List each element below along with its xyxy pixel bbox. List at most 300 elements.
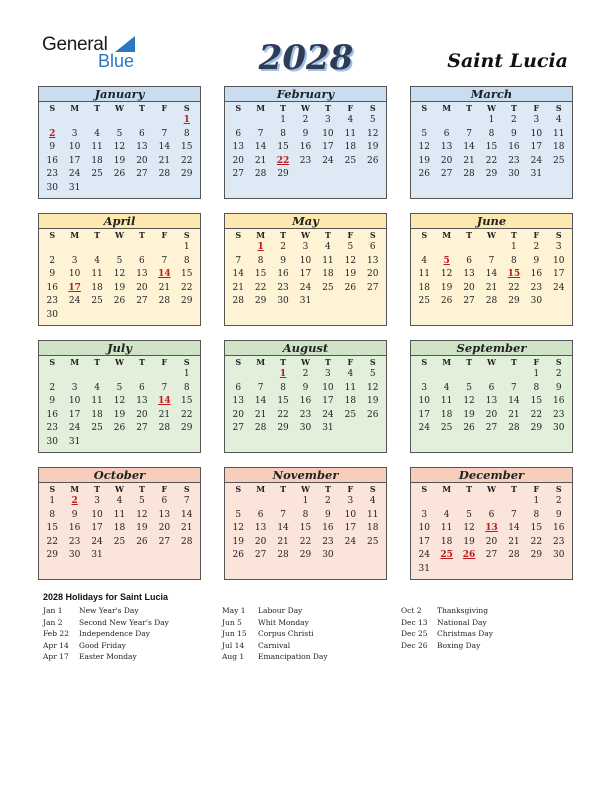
day-cell: 13 [440,142,453,153]
day-cell: 22 [299,536,312,547]
holiday-day-cell: 22 [276,155,290,166]
empty-cell [413,241,435,255]
day-cell: 6 [466,255,472,266]
empty-cell [41,241,63,255]
day-cell: 27 [158,536,171,547]
holiday-date: Dec 13 [401,617,428,627]
day-cell: 29 [181,423,193,434]
day-cell: 17 [68,409,81,420]
weekday-label: W [301,230,310,240]
holiday-row [43,628,169,640]
day-cell: 19 [113,155,126,166]
day-cell: 20 [485,409,498,420]
day-cell: 13 [463,269,475,280]
weekday-label: T [466,484,473,494]
day-cell: 18 [91,282,103,293]
day-cell: 16 [46,282,58,293]
weekday-label: M [70,103,80,113]
weekday-label: F [347,103,354,113]
day-cell: 19 [367,142,379,153]
day-cell: 24 [68,169,81,180]
month-title: March [411,87,572,102]
day-cell: 25 [344,409,357,420]
empty-cell [249,495,271,509]
day-cell: 20 [232,155,244,166]
day-cell: 29 [277,169,289,180]
day-cell: 8 [533,382,540,393]
day-cell: 16 [277,269,289,280]
day-cell: 18 [91,155,103,166]
weekday-label: T [510,230,517,240]
day-cell: 8 [183,382,190,393]
day-cell: 20 [158,523,171,534]
weekday-label: W [487,357,496,367]
holiday-day-cell: 17 [68,282,81,293]
day-cell: 20 [485,536,498,547]
weekday-label: S [235,103,242,113]
day-cell: 16 [46,155,58,166]
month-title: January [39,87,200,102]
day-cell: 3 [325,369,331,379]
weekday-label: T [466,230,473,240]
weekday-label: F [533,357,540,367]
day-cell: 25 [418,296,430,307]
holiday-date: Dec 26 [401,640,428,650]
weekday-label: T [510,103,517,113]
day-cell: 27 [367,282,379,293]
empty-cell [503,368,525,382]
day-cell: 24 [68,296,81,307]
day-cell: 10 [322,382,334,393]
day-cell: 23 [299,409,312,420]
holiday-date: Jul 14 [222,640,245,650]
day-cell: 25 [440,423,453,434]
weekday-label: S [183,484,190,494]
day-cell: 12 [113,269,126,280]
day-cell: 26 [136,536,148,547]
weekday-label: M [442,357,452,367]
weekday-label: F [161,230,168,240]
weekday-label: T [466,357,473,367]
day-cell: 19 [463,409,475,420]
holiday-row [43,640,169,652]
weekday-label: T [324,357,331,367]
day-cell: 27 [254,550,267,561]
day-cell: 10 [418,523,430,534]
day-cell: 20 [254,536,267,547]
day-cell: 13 [232,396,244,407]
empty-cell [153,368,175,382]
day-cell: 1 [183,242,190,252]
country-title: Saint Lucia [447,50,568,72]
month-grid [225,229,386,310]
day-cell: 21 [232,282,244,293]
day-cell: 6 [161,496,168,506]
month-title: November [225,468,386,483]
month-title: July [39,341,200,356]
day-cell: 19 [418,155,430,166]
empty-cell [227,241,249,255]
day-cell: 6 [139,255,145,266]
day-cell: 2 [555,496,562,506]
day-cell: 9 [49,269,56,280]
day-cell: 28 [158,169,171,180]
day-cell: 1 [488,115,495,125]
empty-cell [413,368,435,382]
day-cell: 24 [322,409,334,420]
day-cell: 12 [232,523,244,534]
empty-cell [63,114,85,128]
day-cell: 12 [367,128,379,139]
holiday-date: Feb 22 [43,629,69,639]
day-cell: 13 [136,269,148,280]
weekday-label: T [94,484,101,494]
day-cell: 27 [232,423,244,434]
weekday-label: S [49,230,56,240]
weekday-label: T [324,103,331,113]
day-cell: 12 [367,382,379,393]
day-cell: 14 [277,523,289,534]
holiday-day-cell: 15 [507,269,521,280]
weekday-label: S [235,230,242,240]
day-cell: 11 [91,269,103,280]
holiday-date: Apr 17 [43,652,69,662]
weekday-label: M [442,103,452,113]
day-cell: 29 [181,296,193,307]
day-cell: 18 [344,396,357,407]
holiday-name: Boxing Day [437,640,481,650]
day-cell: 14 [158,142,171,153]
day-cell: 3 [325,115,331,125]
logo-blue-text: Blue [98,51,135,71]
weekday-label: T [280,230,287,240]
empty-cell [458,495,480,509]
day-cell: 10 [530,128,543,139]
day-cell: 5 [139,496,145,506]
day-cell: 27 [485,550,498,561]
day-cell: 4 [555,115,562,125]
day-cell: 7 [466,128,472,139]
weekday-label: T [138,230,145,240]
day-cell: 23 [322,536,334,547]
day-cell: 30 [46,436,58,447]
day-cell: 1 [280,115,286,125]
day-cell: 28 [485,296,498,307]
day-cell: 3 [421,509,428,520]
day-cell: 19 [440,282,453,293]
month-july [38,340,201,453]
weekday-label: W [487,103,496,113]
day-cell: 29 [508,296,520,307]
day-cell: 2 [555,369,562,379]
day-cell: 17 [344,523,357,534]
day-cell: 4 [369,496,376,506]
day-cell: 7 [161,382,168,393]
weekday-label: F [161,484,168,494]
day-cell: 6 [235,128,242,139]
weekday-label: T [324,230,331,240]
day-cell: 30 [277,296,289,307]
weekday-label: S [555,230,562,240]
day-cell: 18 [440,536,453,547]
day-cell: 24 [418,423,430,434]
day-cell: 26 [113,296,126,307]
day-cell: 15 [254,269,267,280]
weekday-label: M [442,230,452,240]
day-cell: 26 [113,169,126,180]
day-cell: 8 [302,509,309,520]
month-grid [411,102,572,183]
day-cell: 3 [347,496,354,506]
day-cell: 28 [463,169,475,180]
day-cell: 16 [553,396,565,407]
holiday-day-cell: 1 [257,242,264,252]
day-cell: 28 [508,550,520,561]
day-cell: 1 [183,369,190,379]
holiday-row [222,617,328,629]
day-cell: 31 [322,423,334,434]
day-cell: 19 [232,536,244,547]
holiday-day-cell: 14 [158,269,171,280]
holiday-name: Independence Day [79,629,150,639]
weekday-label: W [115,230,124,240]
empty-cell [227,114,249,128]
day-cell: 6 [488,509,495,520]
weekday-label: T [466,103,473,113]
day-cell: 7 [511,382,517,393]
day-cell: 23 [68,536,81,547]
day-cell: 8 [183,128,190,139]
weekday-label: M [70,230,80,240]
holiday-name: Emancipation Day [258,652,328,662]
day-cell: 17 [418,536,430,547]
month-grid [39,102,200,197]
day-cell: 15 [299,523,312,534]
empty-cell [41,368,63,382]
day-cell: 9 [555,382,562,393]
day-cell: 23 [277,282,289,293]
weekday-label: M [256,230,266,240]
holiday-row [43,617,169,629]
month-june [410,213,573,326]
day-cell: 3 [555,242,562,252]
weekday-label: W [301,357,310,367]
month-title: February [225,87,386,102]
weekday-label: S [49,103,56,113]
day-cell: 12 [136,509,148,520]
holiday-date: Jan 1 [43,606,63,615]
day-cell: 24 [68,423,81,434]
weekday-label: F [347,484,354,494]
day-cell: 17 [553,269,565,280]
holiday-name: National Day [437,617,487,627]
month-grid [39,229,200,324]
day-cell: 16 [530,269,543,280]
day-cell: 21 [254,155,267,166]
day-cell: 9 [49,142,56,153]
day-cell: 18 [367,523,379,534]
day-cell: 5 [369,115,376,125]
day-cell: 28 [508,423,520,434]
holiday-day-cell: 25 [440,550,453,561]
day-cell: 27 [232,169,244,180]
day-cell: 28 [232,296,244,307]
day-cell: 18 [322,269,334,280]
weekday-label: T [94,357,101,367]
day-cell: 4 [421,255,428,266]
day-cell: 13 [232,142,244,153]
empty-cell [480,368,502,382]
empty-cell [131,241,153,255]
weekday-label: S [421,484,428,494]
day-cell: 11 [91,396,103,407]
day-cell: 18 [344,142,357,153]
holiday-name: Thanksgiving [437,606,488,615]
day-cell: 22 [508,282,520,293]
day-cell: 15 [46,523,58,534]
day-cell: 29 [530,423,543,434]
empty-cell [108,114,130,128]
day-cell: 14 [485,269,498,280]
day-cell: 15 [530,523,543,534]
weekday-label: T [280,103,287,113]
day-cell: 2 [533,242,540,252]
day-cell: 15 [485,142,498,153]
day-cell: 15 [181,142,193,153]
empty-cell [249,368,271,382]
day-cell: 30 [553,423,565,434]
day-cell: 24 [299,282,312,293]
day-cell: 30 [322,550,334,561]
day-cell: 13 [254,523,267,534]
day-cell: 25 [553,155,565,166]
day-cell: 30 [46,182,58,193]
day-cell: 17 [418,409,430,420]
day-cell: 20 [136,409,148,420]
day-cell: 17 [91,523,103,534]
day-cell: 7 [257,382,264,393]
day-cell: 13 [367,255,379,266]
day-cell: 4 [347,369,354,379]
day-cell: 22 [181,282,193,293]
weekday-label: F [533,103,540,113]
day-cell: 11 [344,128,357,139]
empty-cell [63,368,85,382]
day-cell: 18 [113,523,126,534]
holiday-name: Good Friday [79,640,126,650]
weekday-label: S [235,484,242,494]
day-cell: 2 [325,496,331,506]
holiday-name: Labour Day [258,606,303,615]
month-grid [39,483,200,564]
empty-cell [63,241,85,255]
day-cell: 14 [508,396,520,407]
weekday-label: W [301,484,310,494]
holiday-column [43,605,169,663]
day-cell: 6 [369,242,376,252]
day-cell: 2 [302,115,309,125]
weekday-label: S [369,230,376,240]
empty-cell [153,114,175,128]
day-cell: 13 [158,509,171,520]
day-cell: 26 [367,155,379,166]
day-cell: 3 [94,496,100,506]
day-cell: 22 [181,409,193,420]
day-cell: 31 [91,550,103,561]
empty-cell [227,495,249,509]
day-cell: 7 [511,509,517,520]
day-cell: 10 [344,509,357,520]
day-cell: 20 [440,155,453,166]
day-cell: 31 [299,296,312,307]
day-cell: 12 [440,269,453,280]
holiday-row [222,640,328,652]
weekday-label: W [115,103,124,113]
day-cell: 2 [49,255,56,266]
day-cell: 14 [254,396,267,407]
month-january [38,86,201,199]
month-title: April [39,214,200,229]
day-cell: 23 [46,296,58,307]
day-cell: 5 [466,509,472,520]
empty-cell [41,114,63,128]
day-cell: 31 [530,169,543,180]
holiday-name: Whit Monday [258,617,309,627]
day-cell: 21 [508,536,520,547]
holiday-column [222,605,328,663]
day-cell: 31 [418,563,430,574]
day-cell: 12 [344,255,357,266]
day-cell: 19 [367,396,379,407]
month-october [38,467,201,580]
day-cell: 21 [181,523,193,534]
holidays-title: 2028 Holidays for Saint Lucia [43,592,169,602]
day-cell: 9 [71,509,78,520]
day-cell: 3 [421,382,428,393]
day-cell: 11 [113,509,126,520]
day-cell: 22 [181,155,193,166]
weekday-label: T [94,230,101,240]
month-november [224,467,387,580]
empty-cell [108,368,130,382]
day-cell: 8 [280,128,286,139]
day-cell: 25 [367,536,379,547]
empty-cell [108,241,130,255]
day-cell: 19 [344,269,357,280]
day-cell: 10 [418,396,430,407]
day-cell: 21 [158,282,171,293]
day-cell: 10 [68,396,81,407]
empty-cell [458,241,480,255]
weekday-label: S [555,103,562,113]
day-cell: 24 [530,155,543,166]
month-title: May [225,214,386,229]
day-cell: 29 [277,423,289,434]
day-cell: 25 [344,155,357,166]
holiday-day-cell: 26 [462,550,476,561]
day-cell: 2 [302,369,309,379]
empty-cell [503,495,525,509]
month-grid [411,356,572,437]
day-cell: 26 [440,296,453,307]
weekday-label: W [487,484,496,494]
month-title: June [411,214,572,229]
day-cell: 9 [511,128,517,139]
day-cell: 22 [530,409,543,420]
holiday-day-cell: 2 [49,128,56,139]
day-cell: 2 [280,242,286,252]
day-cell: 16 [299,396,312,407]
